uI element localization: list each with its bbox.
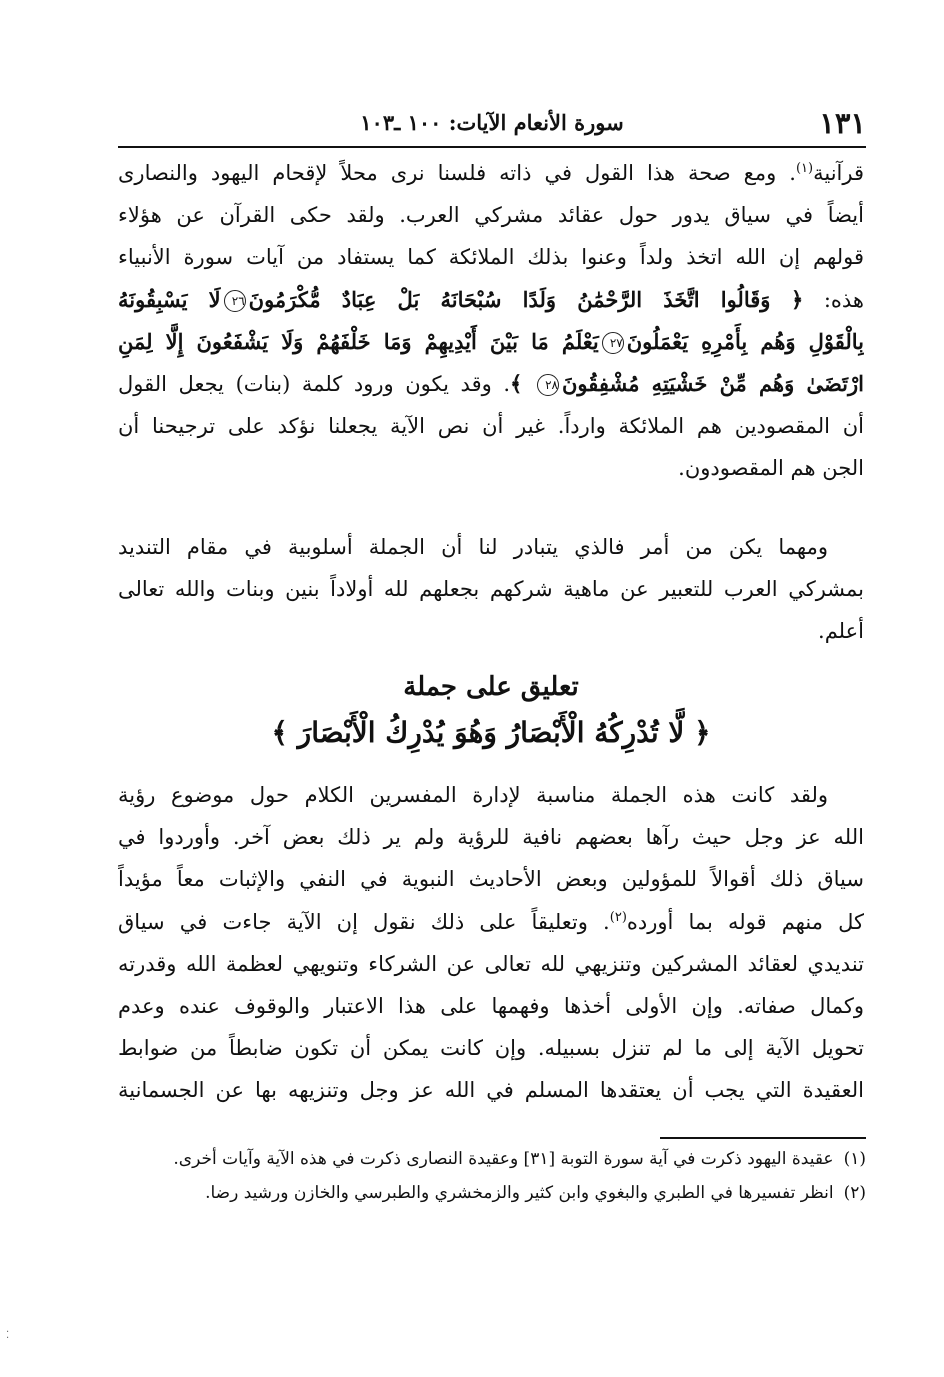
paragraph-3 [118, 774, 864, 1112]
footnote-text: انظر تفسيرها في الطبري والبغوي وابن كثير والزمخشري والطبرسي والخازن ورشيد رضا. [205, 1183, 834, 1203]
quran-verse-text: يَعْلَمُ مَا بَيْنَ أَيْدِيهِمْ وَمَا خَلْفَهُمْ وَلَا يَشْفَعُونَ إِلَّا لِمَنِ [118, 328, 599, 354]
footnote-separator [660, 1137, 866, 1139]
footnote-text: عقيدة اليهود ذكرت في آية سورة التوبة [٣١] وعقيدة النصارى ذكرت في هذه الآية وآيات أخرى. [173, 1149, 834, 1169]
text-line: كل منهم قوله بما أورده$^{(٢)}$. وتعليقاً على ذلك نقول إن الآية جاءت في سياق [118, 909, 864, 934]
text-line: قرآنية$^{(١)}$. ومع صحة هذا القول في ذاته فلسنا نرى محلاً لإقحام اليهود والنصارى [118, 161, 864, 185]
footnote-2 [118, 1176, 866, 1210]
text-line: سياق ذلك أقوالاً للمؤولين وبعض الأحاديث النبوية في النفي والإثبات معاً مؤيداً [118, 867, 864, 892]
quran-verse-text: لَّا تُدْرِكُهُ الْأَبْصَارُ وَهُوَ يُدْرِكُ الْأَبْصَارَ [297, 716, 685, 749]
section-quran-verse [118, 716, 864, 749]
footnote-mark: (١) [843, 1149, 866, 1169]
scan-mark: ⁚ [6, 1330, 10, 1341]
footnote-1 [118, 1142, 866, 1176]
text-line: ومهما يكن من أمر فالذي يتبادر لنا أن الجملة أسلوبية في مقام التنديد [118, 535, 828, 559]
text-line: الجن هم المقصودون. [678, 456, 864, 481]
text-line: هذه: ﴿ وَقَالُوا اتَّخَذَ الرَّحْمَٰنُ وَلَدًا سُبْحَانَهُ بَلْ عِبَادٌ مُّكْرَمُونَ٢٦لَا يَسْبِقُونَهُ [118, 286, 864, 312]
header-rule [118, 146, 866, 148]
text-line: أن المقصودين هم الملائكة وارداً. غير أن نص الآية يجعلنا نؤكد على ترجيحنا أن [118, 414, 864, 439]
footnotes [118, 1142, 866, 1210]
quran-verse-text: ارْتَضَىٰ وَهُم مِّنْ خَشْيَتِهِ مُشْفِقُونَ [561, 370, 864, 396]
text-line: أيضاً في سياق يدور حول عقائد مشركي العرب. ولقد حكى القرآن عن هؤلاء [118, 203, 864, 228]
quran-verse-text: لَا يَسْبِقُونَهُ [118, 286, 221, 312]
text-line: أعلم. [818, 619, 864, 644]
page-header [118, 104, 866, 146]
quran-close-bracket: ﴾ [510, 370, 523, 396]
text-line: الله عز وجل حيث رآها بعضهم نافية للرؤية ولم ير ذلك بعض آخر. وأوردوا في [118, 825, 864, 850]
quran-close-bracket: ﴾ [271, 716, 288, 749]
running-title: سورة الأنعام الآيات: ١٠٠ ـ١٠٣ [360, 110, 624, 135]
quran-verse-text: بِالْقَوْلِ وَهُم بِأَمْرِهِ يَعْمَلُونَ [626, 328, 864, 354]
quran-open-bracket: ﴿ [694, 716, 711, 749]
paragraph-1 [118, 152, 864, 490]
footnote-ref-1[interactable]: (١) [795, 161, 814, 176]
text-line: تحويل الآية إلى ما لم تنزل بسبيله. وإن كانت يمكن أن تكون ضابطاً من ضوابط [118, 1036, 864, 1061]
footnote-ref-2[interactable]: (٢) [609, 909, 627, 925]
verse-number-marker: ٢٦ [224, 290, 246, 312]
text-line: قولهم إن الله اتخذ ولداً وعنوا بذلك الملائكة كما يستفاد من آيات سورة الأنبياء [118, 245, 864, 270]
paragraph-2 [118, 526, 864, 653]
text-line: وكمال صفاته. وإن الأولى أخذها وفهمها على هذا الاعتبار والوقوف عنده وعدم [118, 993, 864, 1018]
verse-number-marker: ٢٧ [602, 332, 624, 354]
text-line: العقيدة التي يجب أن يعتقدها المسلم في الله عز وجل وتنزيهه بها عن الجسمانية [118, 1078, 864, 1103]
text-line [118, 321, 864, 363]
section-heading: تعليق على جملة [403, 672, 579, 702]
quran-open-bracket: ﴿ [790, 286, 804, 312]
text-line: ولقد كانت هذه الجملة مناسبة لإدارة المفسرين الكلام حول موضوع رؤية [118, 783, 829, 807]
text-line: ارْتَضَىٰ وَهُم مِّنْ خَشْيَتِهِ مُشْفِقُونَ٢٨ ﴾. وقد يكون ورود كلمة (بنات) يجعل القول [118, 370, 864, 396]
verse-number-marker: ٢٨ [537, 374, 559, 396]
page-number: ١٣١ [819, 106, 866, 140]
quran-verse-text: وَقَالُوا اتَّخَذَ الرَّحْمَٰنُ وَلَدًا سُبْحَانَهُ بَلْ عِبَادٌ مُّكْرَمُونَ [248, 286, 771, 312]
text-line: بمشركي العرب للتعبير عن ماهية شركهم بجعلهم لله أولاداً بنين وبنات والله تعالى [118, 577, 864, 602]
text-line: تنديدي لعقائد المشركين وتنزيهي لله تعالى عن الشركاء وتنويهي لعظمة الله وقدرته [118, 951, 864, 976]
footnote-mark: (٢) [843, 1183, 866, 1203]
